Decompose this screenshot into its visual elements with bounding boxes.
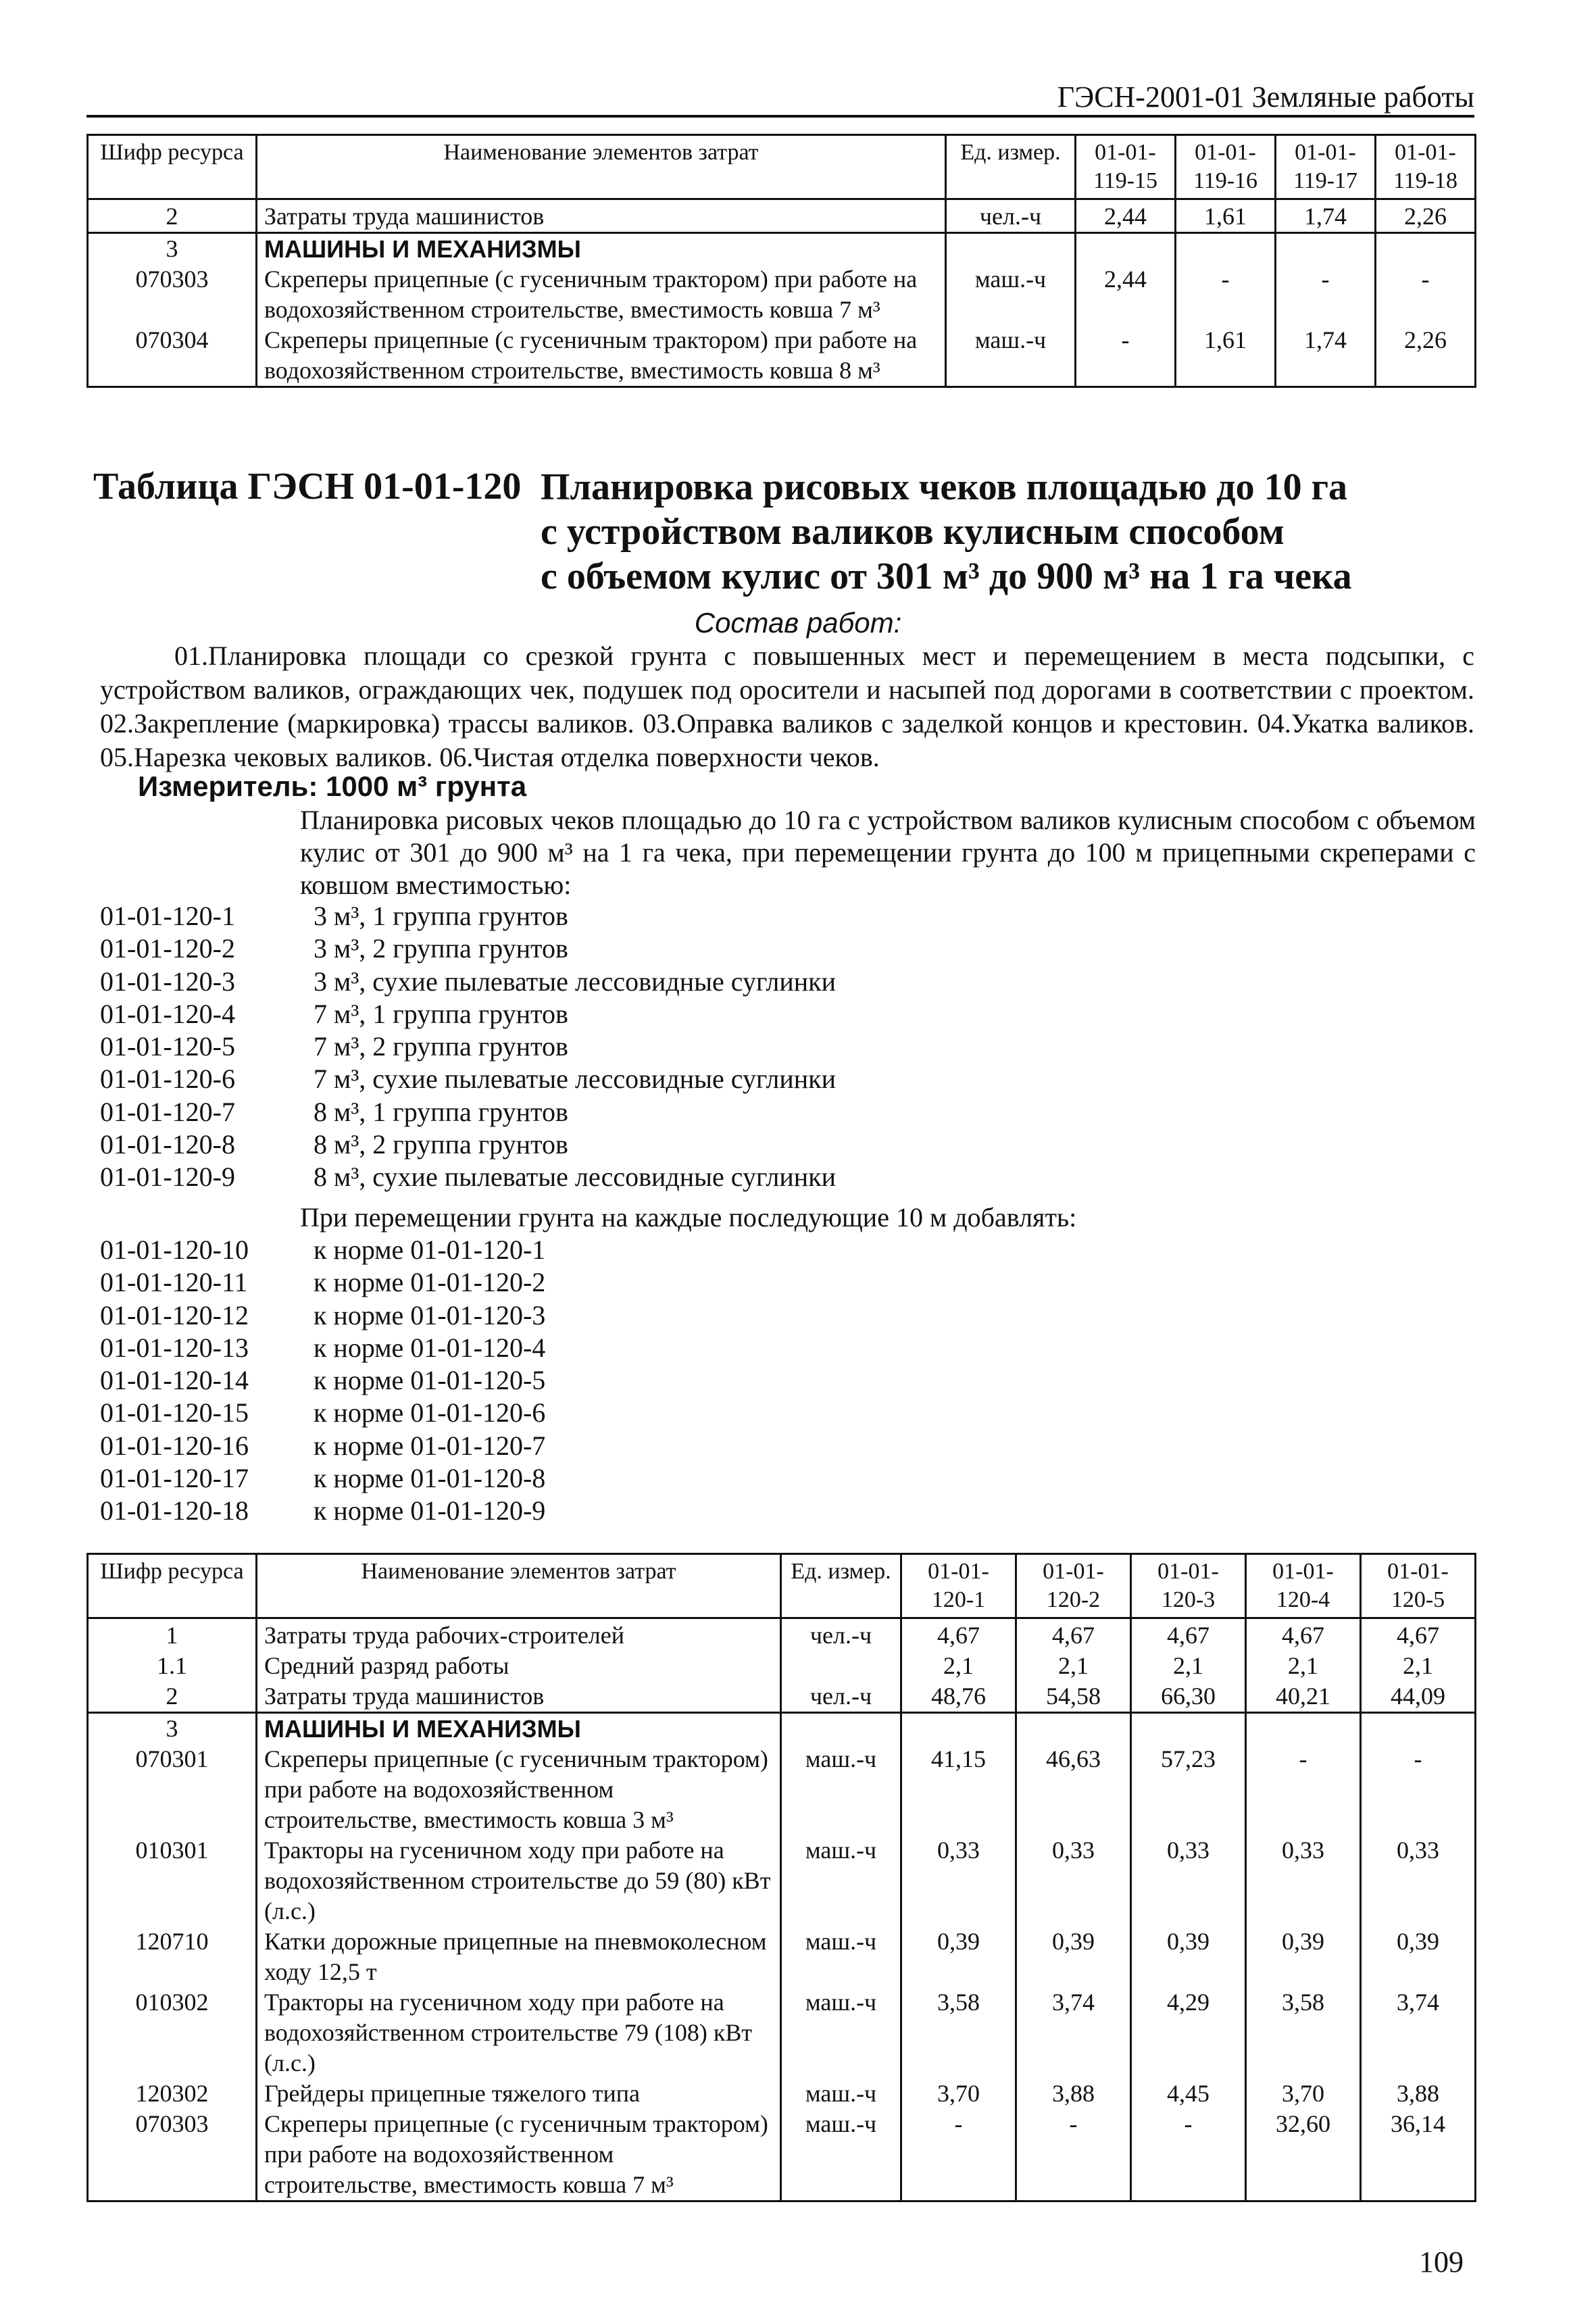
value-cell: 4,67 [1016,1618,1131,1651]
value-cell: 0,39 [901,1926,1016,1987]
norm-text: 7 м³, сухие пылеватые лессовидные суглинки [314,1064,836,1095]
value-cell: 0,33 [1016,1835,1131,1926]
value-cell: 36,14 [1361,2109,1476,2201]
resource-name: Тракторы на гусеничном ходу при работе на водохозяйственном строительстве 79 (108) кВт (л.с.) [257,1987,781,2078]
value-cell [1131,1713,1246,1745]
table-row [88,1681,1476,1713]
value-cell: 40,21 [1246,1681,1361,1713]
norm-text: к норме 01-01-120-6 [314,1397,546,1428]
header-cell: 01-01-120-4 [1246,1554,1361,1618]
value-cell: 2,1 [1361,1651,1476,1681]
norm-code: 01-01-120-15 [100,1397,249,1428]
value-cell: 3,88 [1016,2078,1131,2109]
norm-text: к норме 01-01-120-4 [314,1332,546,1363]
table-row [88,199,1476,233]
resource-code: 010302 [88,1987,257,2078]
header-cell: 01-01-119-16 [1176,135,1276,199]
norm-code: 01-01-120-10 [100,1235,249,1265]
value-cell: 0,33 [1361,1835,1476,1926]
norm-text: к норме 01-01-120-5 [314,1365,546,1396]
list-item [100,932,1472,965]
value-cell: 2,44 [1076,199,1176,233]
norm-positions-list [100,900,1472,1194]
value-cell: 0,39 [1131,1926,1246,1987]
norm-code: 01-01-120-16 [100,1430,249,1461]
norm-code: 01-01-120-9 [100,1162,235,1193]
value-cell: - [1016,2109,1131,2201]
resource-code: 070301 [88,1744,257,1835]
list-item [100,1234,1472,1266]
resource-name: Средний разряд работы [257,1651,781,1681]
value-cell: 32,60 [1246,2109,1361,2201]
value-cell [1276,233,1376,265]
resource-code: 1.1 [88,1651,257,1681]
work-composition-text [100,639,1474,774]
norm-code: 01-01-120-2 [100,933,235,964]
value-cell: - [1376,264,1476,325]
unit-cell [781,1713,901,1745]
value-cell: 2,1 [1131,1651,1246,1681]
table-row [88,1835,1476,1926]
norm-code: 01-01-120-1 [100,901,235,931]
header-cell: Наименование элементов затрат [257,1554,781,1618]
value-cell: 4,67 [1361,1618,1476,1651]
norm-code: 01-01-120-12 [100,1299,249,1330]
table-row [88,1987,1476,2078]
unit-cell [781,1651,901,1681]
value-cell: 1,74 [1276,325,1376,387]
norm-text: 3 м³, 1 группа грунтов [314,901,568,931]
norm-text: к норме 01-01-120-2 [314,1267,546,1298]
header-cell: Шифр ресурса [88,135,257,199]
value-cell: 0,39 [1246,1926,1361,1987]
table-title-line: с устройством валиков кулисным способом [541,511,1285,553]
section-heading: МАШИНЫ И МЕХАНИЗМЫ [257,233,946,265]
list-item [100,1332,1472,1364]
value-cell [1176,233,1276,265]
norm-text: 8 м³, сухие пылеватые лессовидные суглинки [314,1162,836,1193]
norm-text: к норме 01-01-120-8 [314,1463,546,1494]
value-cell: 41,15 [901,1744,1016,1835]
norm-text: к норме 01-01-120-1 [314,1235,546,1265]
resource-table-120 [86,1553,1476,2202]
value-cell: - [1361,1744,1476,1835]
value-cell: 0,33 [901,1835,1016,1926]
running-header: ГЭСН-2001-01 Земляные работы [1057,80,1474,114]
value-cell: 3,74 [1361,1987,1476,2078]
list-item [100,1063,1472,1095]
work-composition-label: Состав работ: [694,607,902,639]
value-cell: - [1246,1744,1361,1835]
list-item [100,1462,1472,1495]
header-cell: 01-01-120-1 [901,1554,1016,1618]
table-row [88,1618,1476,1651]
norm-text: к норме 01-01-120-3 [314,1299,546,1330]
value-cell: 2,1 [1246,1651,1361,1681]
list-item [100,1161,1472,1193]
value-cell: 4,45 [1131,2078,1246,2109]
header-cell: 01-01-119-18 [1376,135,1476,199]
norm-code: 01-01-120-14 [100,1365,249,1396]
norm-code: 01-01-120-8 [100,1129,235,1160]
value-cell: 1,61 [1176,325,1276,387]
table-row [88,1651,1476,1681]
header-cell: Ед. измер. [781,1554,901,1618]
value-cell: 3,58 [901,1987,1016,2078]
norm-code: 01-01-120-3 [100,966,235,997]
norm-text: 8 м³, 1 группа грунтов [314,1096,568,1127]
norm-code: 01-01-120-4 [100,998,235,1029]
unit-cell: маш.-ч [946,325,1076,387]
resource-code: 120302 [88,2078,257,2109]
value-cell: 1,74 [1276,199,1376,233]
value-cell: - [901,2109,1016,2201]
list-item [100,1364,1472,1397]
table-title-line: Планировка рисовых чеков площадью до 10 га [541,466,1348,508]
list-item [100,1128,1472,1161]
resource-name: Скреперы прицепные (с гусеничным трактором) при работе на водохозяйственном строительстве, вместимость ковша 3 м³ [257,1744,781,1835]
resource-name: Скреперы прицепные (с гусеничным трактором) при работе на водохозяйственном строительстве, вместимость ковша 7 м³ [257,2109,781,2201]
value-cell: 0,33 [1246,1835,1361,1926]
resource-code: 3 [88,1713,257,1745]
table-row [88,1744,1476,1835]
unit-cell: маш.-ч [781,1744,901,1835]
value-cell: 57,23 [1131,1744,1246,1835]
value-cell: - [1276,264,1376,325]
unit-cell: маш.-ч [781,2109,901,2201]
value-cell: - [1176,264,1276,325]
table-row [88,325,1476,387]
header-cell: Наименование элементов затрат [257,135,946,199]
resource-name: Тракторы на гусеничном ходу при работе на водохозяйственном строительстве до 59 (80) кВт (л.с.) [257,1835,781,1926]
section-heading: МАШИНЫ И МЕХАНИЗМЫ [257,1713,781,1745]
norm-text: к норме 01-01-120-9 [314,1495,546,1526]
unit-cell [946,233,1076,265]
resource-name: Грейдеры прицепные тяжелого типа [257,2078,781,2109]
norm-code: 01-01-120-7 [100,1096,235,1127]
norm-code: 01-01-120-18 [100,1495,249,1526]
value-cell: 0,39 [1016,1926,1131,1987]
resource-code: 2 [88,199,257,233]
list-item [100,1397,1472,1429]
resource-code: 1 [88,1618,257,1651]
norm-text: 3 м³, 2 группа грунтов [314,933,568,964]
value-cell: 0,33 [1131,1835,1246,1926]
header-cell: 01-01-120-3 [1131,1554,1246,1618]
unit-cell: чел.-ч [781,1618,901,1651]
value-cell: 48,76 [901,1681,1016,1713]
list-item [100,1030,1472,1063]
table-header-row [88,1554,1476,1618]
additions-heading: При перемещении грунта на каждые последующие 10 м добавлять: [300,1202,1077,1233]
resource-table-119 [86,134,1476,388]
table-row [88,233,1476,265]
value-cell: 4,67 [901,1618,1016,1651]
value-cell: 44,09 [1361,1681,1476,1713]
value-cell: - [1131,2109,1246,2201]
value-cell: 2,44 [1076,264,1176,325]
norm-code: 01-01-120-6 [100,1064,235,1095]
norm-description: Планировка рисовых чеков площадью до 10 га с устройством валиков кулисным способом с объемом кулис от 301 до 900 м³ на 1 га чека, при перемещении грунта до 100 м прицепными скреперами с ковшом вместимостью: [300,805,1476,900]
unit-cell: маш.-ч [781,1926,901,1987]
list-item [100,1495,1472,1527]
unit-cell: маш.-ч [781,1987,901,2078]
resource-name: Катки дорожные прицепные на пневмоколесном ходу 12,5 т [257,1926,781,1987]
unit-cell: чел.-ч [946,199,1076,233]
value-cell: 2,26 [1376,325,1476,387]
resource-code: 070303 [88,2109,257,2201]
list-item [100,1096,1472,1128]
value-cell: 0,39 [1361,1926,1476,1987]
measurement-unit: Измеритель: 1000 м³ грунта [138,770,527,802]
value-cell: 3,58 [1246,1987,1361,2078]
resource-name: Затраты труда рабочих-строителей [257,1618,781,1651]
norm-text: 3 м³, сухие пылеватые лессовидные суглинки [314,966,836,997]
resource-code: 120710 [88,1926,257,1987]
norm-text: 7 м³, 1 группа грунтов [314,998,568,1029]
value-cell: 3,74 [1016,1987,1131,2078]
resource-name: Затраты труда машинистов [257,1681,781,1713]
table-label: Таблица ГЭСН 01-01-120 [93,466,522,507]
header-cell: Шифр ресурса [88,1554,257,1618]
value-cell [901,1713,1016,1745]
header-cell: 01-01-120-2 [1016,1554,1131,1618]
list-item [100,1266,1472,1299]
table-title [541,465,1473,599]
unit-cell: маш.-ч [781,1835,901,1926]
header-rule [86,115,1474,118]
value-cell: 4,67 [1131,1618,1246,1651]
header-cell: 01-01-120-5 [1361,1554,1476,1618]
resource-name: Скреперы прицепные (с гусеничным трактором) при работе на водохозяйственном строительстве, вместимость ковша 7 м³ [257,264,946,325]
list-item [100,998,1472,1030]
unit-cell: маш.-ч [781,2078,901,2109]
table-row [88,264,1476,325]
value-cell: 2,26 [1376,199,1476,233]
list-item [100,1430,1472,1462]
value-cell: 2,1 [1016,1651,1131,1681]
norm-code: 01-01-120-17 [100,1463,249,1494]
header-cell: Ед. измер. [946,135,1076,199]
table-title-line: с объемом кулис от 301 м³ до 900 м³ на 1 га чека [541,555,1352,597]
header-cell: 01-01-119-17 [1276,135,1376,199]
value-cell: 4,67 [1246,1618,1361,1651]
norm-text: к норме 01-01-120-7 [314,1430,546,1461]
work-composition-body: 01.Планировка площади со срезкой грунта с повышенных мест и перемещением в места подсыпки, с устройством валиков, ограждающих чек, подушек под оросители и насыпей под дорогами в соответствии с проектом. 02.Закрепление (маркировка) трассы валиков. 03.Оправка валиков с заделкой концов и крестовин. 04.Укатка валиков. 05.Нарезка чековых валиков. 06.Чистая отделка поверхности чеков. [100,641,1474,772]
value-cell: 1,61 [1176,199,1276,233]
resource-name: Скреперы прицепные (с гусеничным трактором) при работе на водохозяйственном строительстве, вместимость ковша 8 м³ [257,325,946,387]
value-cell: 66,30 [1131,1681,1246,1713]
value-cell: 54,58 [1016,1681,1131,1713]
norm-additions-list [100,1234,1472,1528]
value-cell: - [1076,325,1176,387]
norm-code: 01-01-120-11 [100,1267,248,1298]
value-cell: 2,1 [901,1651,1016,1681]
resource-code: 3 [88,233,257,265]
value-cell [1361,1713,1476,1745]
header-cell: 01-01-119-15 [1076,135,1176,199]
value-cell [1076,233,1176,265]
value-cell: 46,63 [1016,1744,1131,1835]
value-cell: 3,70 [901,2078,1016,2109]
table-row [88,2078,1476,2109]
resource-name: Затраты труда машинистов [257,199,946,233]
value-cell [1246,1713,1361,1745]
table-row [88,1926,1476,1987]
resource-code: 2 [88,1681,257,1713]
table-header-row [88,135,1476,199]
list-item [100,1299,1472,1332]
value-cell: 3,88 [1361,2078,1476,2109]
norm-code: 01-01-120-5 [100,1031,235,1062]
page-number: 109 [1419,2245,1464,2279]
list-item [100,966,1472,998]
table-row [88,2109,1476,2201]
norm-text: 7 м³, 2 группа грунтов [314,1031,568,1062]
value-cell: 3,70 [1246,2078,1361,2109]
table-row [88,1713,1476,1745]
resource-code: 070304 [88,325,257,387]
list-item [100,900,1472,932]
norm-code: 01-01-120-13 [100,1332,249,1363]
value-cell [1016,1713,1131,1745]
unit-cell: маш.-ч [946,264,1076,325]
value-cell [1376,233,1476,265]
unit-cell: чел.-ч [781,1681,901,1713]
value-cell: 4,29 [1131,1987,1246,2078]
resource-code: 070303 [88,264,257,325]
norm-text: 8 м³, 2 группа грунтов [314,1129,568,1160]
resource-code: 010301 [88,1835,257,1926]
